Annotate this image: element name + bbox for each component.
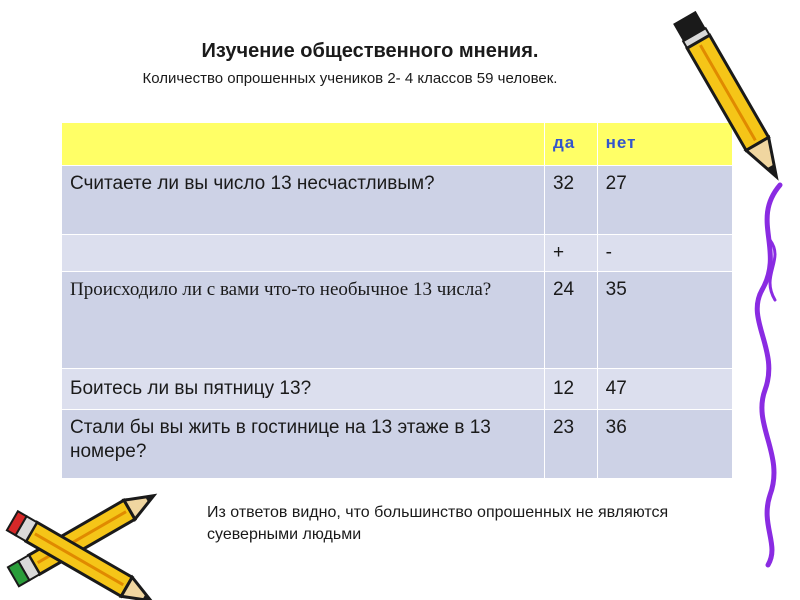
pencil-icon — [668, 0, 788, 195]
header-question-cell — [62, 123, 544, 166]
table-row — [62, 369, 732, 410]
slide-title: Изучение общественного мнения. — [201, 40, 539, 62]
question-cell: Стали бы вы жить в гостинице на 13 этаже в 13 номере? — [62, 410, 544, 479]
no-count: 47 — [597, 369, 732, 410]
yes-sign: + — [544, 235, 597, 272]
no-count: 27 — [597, 166, 732, 235]
survey-table — [62, 123, 732, 479]
header-yes: да — [544, 123, 597, 166]
conclusion-text: Из ответов видно, что большинство опрошенных не являются суеверными людьми — [207, 504, 669, 543]
question-cell: Считаете ли вы число 13 несчастливым? — [62, 166, 544, 235]
yes-count: 12 — [544, 369, 597, 410]
yes-count: 24 — [544, 272, 597, 369]
question-cell — [62, 235, 544, 272]
no-count: 35 — [597, 272, 732, 369]
table-row — [62, 235, 732, 272]
table-row — [62, 166, 732, 235]
yes-count: 32 — [544, 166, 597, 235]
question-cell: Происходило ли с вами что-то необычное 13 числа? — [62, 272, 544, 369]
question-cell: Боитесь ли вы пятницу 13? — [62, 369, 544, 410]
table-row — [62, 410, 732, 479]
pencils-icon — [0, 480, 190, 600]
header-no: нет — [597, 123, 732, 166]
table-row — [62, 272, 732, 369]
slide-subtitle: Количество опрошенных учеников 2- 4 классов 59 человек. — [142, 70, 558, 87]
ribbon-decoration — [740, 180, 795, 570]
yes-count: 23 — [544, 410, 597, 479]
no-count: 36 — [597, 410, 732, 479]
no-sign: - — [597, 235, 732, 272]
table-header-row — [62, 123, 732, 166]
